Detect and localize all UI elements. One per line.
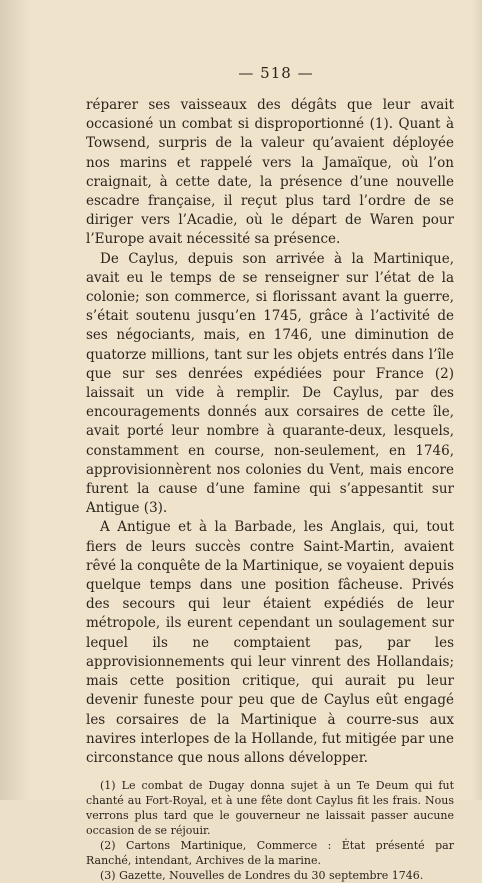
paragraph-3: A Antigue et à la Barbade, les Anglais, qui, tout fiers de leurs succès contre Saint-Martin, avaient rêvé la conquête de la Martinique, se voyaient depuis quelque temps dans une position fâcheuse. Privés des secours qui leur étaient expédiés de leur métropole, ils eurent cependant un soulagement sur lequel ils ne comptaient pas, par les approvisionnements qui leur vinrent des Hollandais; mais cette position critique, qui aurait pu leur devenir funeste pour peu que de Caylus eût engagé les corsaires de la Martinique à courre-sus aux navires interlopes de la Hollande, fut mitigée par une circonstance que nous allons développer.: [86, 519, 454, 766]
footnote-2: (2) Cartons Martinique, Commerce : État présenté par Ranché, intendant, Archives de la marine.: [86, 839, 454, 868]
paragraph-2: De Caylus, depuis son arrivée à la Martinique, avait eu le temps de se renseigner sur l’état de la colonie; son commerce, si florissant avant la guerre, s’était soutenu jusqu’en 1745, grâce à l’activité de ses négociants, mais, en 1746, une diminution de quatorze millions, tant sur les objets entrés dans l’île que sur ses denrées expédiées pour France (2) laissait un vide à remplir. De Caylus, par des encouragements donnés aux corsaires de cette île, avait porté leur nombre à quarante-deux, lesquels, constamment en course, non-seulement, en 1746, approvisionnèrent nos colonies du Vent, mais encore furent la cause d’une famine qui s’appesantit sur Antigue (3).: [86, 250, 454, 517]
body-text: [86, 96, 454, 768]
footnote-3: (3) Gazette, Nouvelles de Londres du 30 septembre 1746.: [100, 869, 424, 883]
footnote-1: (1) Le combat de Dugay donna sujet à un Te Deum qui fut chanté au Fort-Royal, et à une fête dont Caylus fit les frais. Nous verrons plus tard que le gouverneur ne laissait passer aucune occasion de se réjouir.: [86, 779, 454, 838]
footnotes: [86, 778, 454, 883]
page-edge-shadow: [472, 0, 482, 800]
paragraph-1: réparer ses vaisseaux des dégâts que leur avait occasioné un combat si disproportionné (1). Quant à Towsend, surpris de la valeur qu’avaient déployée nos marins et rappelé vers la Jamaïque, où l’on craignait, à cette date, la présence d’une nouvelle escadre française, il reçut plus tard l’ordre de se diriger vers l’Acadie, où le départ de Waren pour l’Europe avait nécessité sa présence.: [86, 97, 454, 248]
page-number: — 518 —: [238, 64, 314, 82]
page-gutter-shadow: [0, 0, 30, 800]
